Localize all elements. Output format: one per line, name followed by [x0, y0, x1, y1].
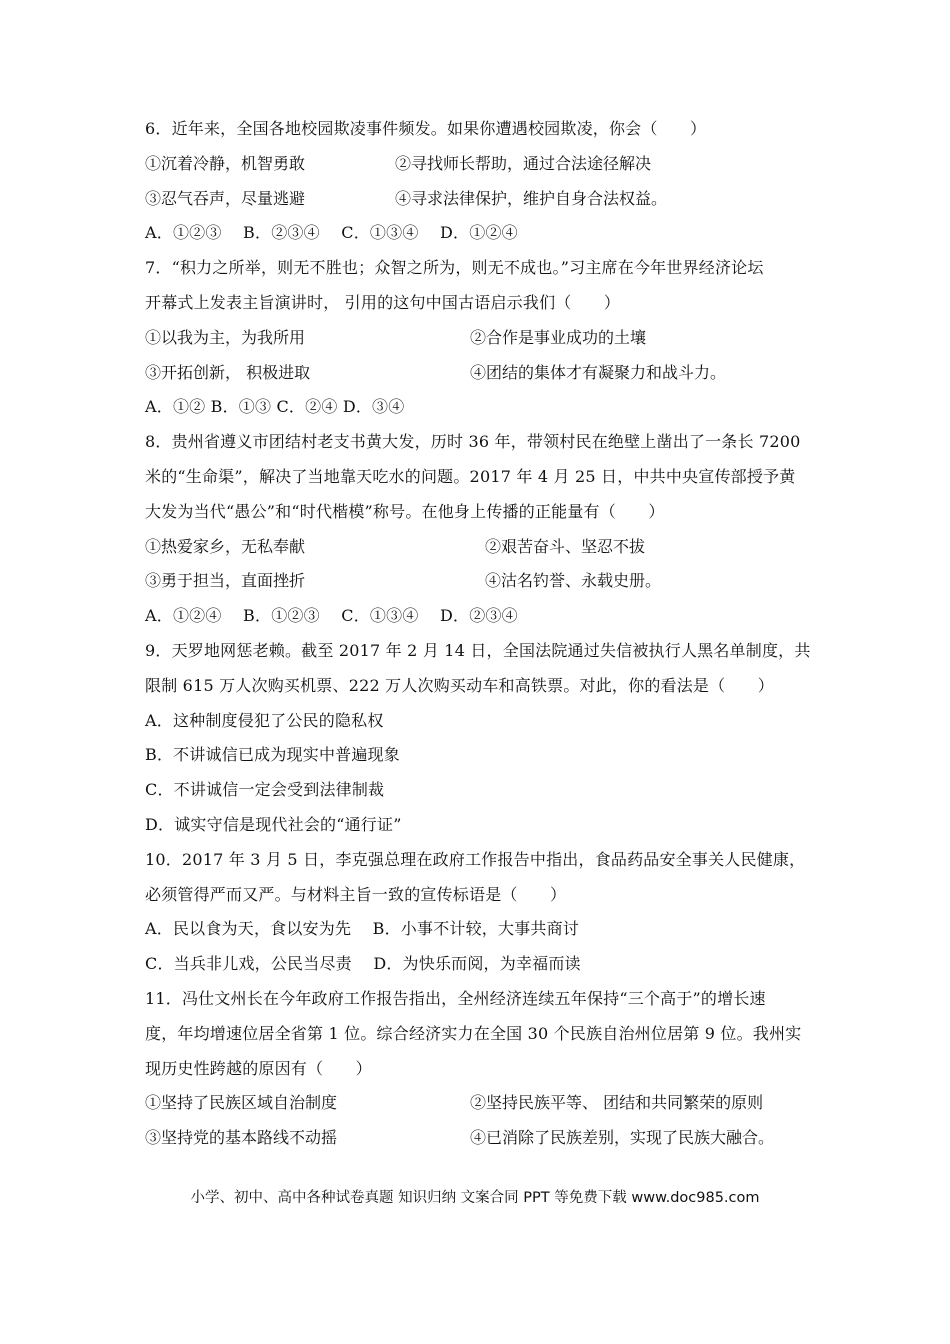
- question-list: [145, 112, 815, 1156]
- question-6-option-4: ④寻求法律保护，维护自身合法权益。: [395, 188, 668, 208]
- question-6-stem: 6．近年来，全国各地校园欺凌事件频发。如果你遭遇校园欺凌，你会（ ）: [145, 119, 707, 138]
- question-7-option-2: ②合作是事业成功的土壤: [470, 327, 647, 347]
- question-6-option-2: ②寻找师长帮助，通过合法途径解决: [395, 153, 652, 173]
- question-11-stem-line-1: 11．冯仕文州长在今年政府工作报告指出，全州经济连续五年保持“三个高于”的增长速: [145, 988, 766, 1008]
- question-9-option-b: B．不讲诚信已成为现实中普遍现象: [145, 745, 400, 765]
- question-11-option-3: ③坚持党的基本路线不动摇: [145, 1128, 338, 1148]
- question-6-options-row-2: [145, 182, 815, 217]
- question-11-stem-line-3: 现历史性跨越的原因有（ ）: [145, 1058, 372, 1078]
- question-7-option-1: ①以我为主，为我所用: [145, 327, 306, 347]
- page-footer: 小学、初中、高中各种试卷真题 知识归纳 文案合同 PPT 等免费下载 www.doc985.com: [190, 1190, 760, 1206]
- question-8-option-2: ②艰苦奋斗、坚忍不拔: [485, 536, 646, 556]
- question-6-option-1: ①沉着冷静，机智勇敢: [145, 153, 306, 173]
- question-7-stem-line-2: 开幕式上发表主旨演讲时， 引用的这句中国古语启示我们（ ）: [145, 292, 621, 312]
- question-10-stem-line-1: 10．2017 年 3 月 5 日，李克强总理在政府工作报告中指出，食品药品安全事关人民健康，: [145, 849, 806, 869]
- question-8-option-1: ①热爱家乡，无私奉献: [145, 536, 306, 556]
- question-11-option-1: ①坚持了民族区域自治制度: [145, 1093, 338, 1113]
- question-8-stem-line-3: 大发为当代“愚公”和“时代楷模”称号。在他身上传播的正能量有（ ）: [145, 501, 665, 521]
- question-9-option-a: A．这种制度侵犯了公民的隐私权: [145, 710, 384, 730]
- question-7-option-3: ③开拓创新， 积极进取: [145, 362, 311, 382]
- question-7-answers: A．①② B．①③ C．②④ D．③④: [145, 397, 405, 417]
- question-7-stem-line-1: 7．“积力之所举，则无不胜也；众智之所为，则无不成也。”习主席在今年世界经济论坛: [145, 258, 764, 278]
- question-10-stem-line-2: 必须管得严而又严。与材料主旨一致的宣传标语是（ ）: [145, 884, 567, 904]
- question-8-options-row-2: [145, 564, 815, 599]
- question-8-options-row-1: [145, 530, 815, 565]
- question-7-options-row-2: [145, 356, 815, 391]
- question-11-option-2: ②坚持民族平等、 团结和共同繁荣的原则: [470, 1093, 764, 1113]
- question-11-options-row-1: [145, 1086, 815, 1121]
- question-8-option-3: ③勇于担当，直面挫折: [145, 571, 306, 591]
- question-6-answers: A．①②③ B．②③④ C．①③④ D．①②④: [145, 223, 518, 243]
- question-8-answers: A．①②④ B．①②③ C．①③④ D．②③④: [145, 606, 518, 626]
- question-6-options-row-1: [145, 147, 815, 182]
- question-11-options-row-2: [145, 1121, 815, 1156]
- question-8-stem-line-1: 8．贵州省遵义市团结村老支书黄大发，历时 36 年，带领村民在绝壁上凿出了一条长 7200: [145, 432, 801, 452]
- question-9-option-d: D．诚实守信是现代社会的“通行证”: [145, 814, 402, 834]
- question-9-stem-line-1: 9．天罗地网惩老赖。截至 2017 年 2 月 14 日，全国法院通过失信被执行人黑名单制度，共: [145, 640, 811, 660]
- question-8-option-4: ④沽名钓誉、永载史册。: [485, 571, 662, 591]
- question-7-option-4: ④团结的集体才有凝聚力和战斗力。: [470, 362, 727, 382]
- question-6-option-3: ③忍气吞声，尽量逃避: [145, 188, 306, 208]
- question-9-stem-line-2: 限制 615 万人次购买机票、222 万人次购买动车和高铁票。对此，你的看法是（ ）: [145, 675, 774, 695]
- question-11-stem-line-2: 度，年均增速位居全省第 1 位。综合经济实力在全国 30 个民族自治州位居第 9 位。我州实: [145, 1023, 802, 1043]
- question-10-options-line-2: C．当兵非儿戏，公民当尽责 D．为快乐而阅，为幸福而读: [145, 954, 581, 974]
- question-9-option-c: C．不讲诚信一定会受到法律制裁: [145, 780, 385, 800]
- question-8-stem-line-2: 米的“生命渠”，解决了当地靠天吃水的问题。2017 年 4 月 25 日，中共中央宣传部授予黄: [145, 466, 796, 486]
- question-11-option-4: ④已消除了民族差别，实现了民族大融合。: [470, 1128, 775, 1148]
- question-10-options-line-1: A．民以食为天，食以安为先 B．小事不计较，大事共商讨: [145, 919, 579, 939]
- question-7-options-row-1: [145, 321, 815, 356]
